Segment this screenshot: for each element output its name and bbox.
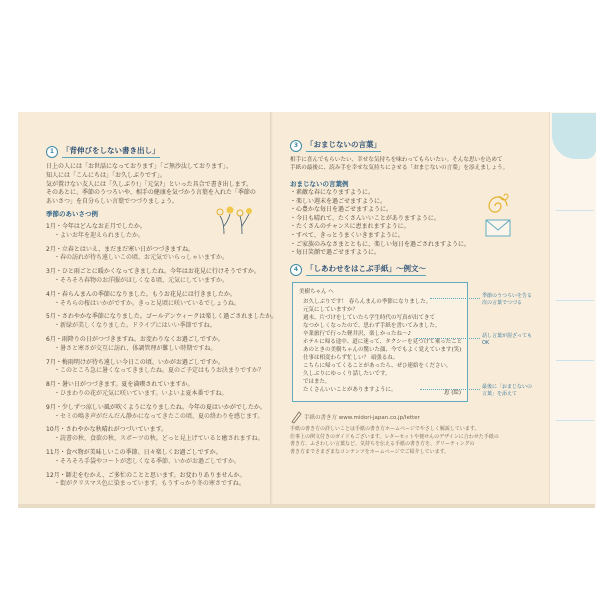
month-sub: ・セミの鳴き声がだんだん静かになってきたこの頃、夏の終わりを感じます。 — [54, 412, 264, 420]
annotation-charm — [482, 384, 532, 398]
letter-line: こちらに帰ってくることがあったら、ぜひ連絡をください。 — [303, 363, 452, 369]
seasonal-greetings-title: 季節のあいさつ例 — [46, 210, 98, 218]
intro-line: 手紙の最後に、読み手を幸せな気持ちにさせる「おまじないの言葉」を添えましょう。 — [290, 165, 509, 171]
month-main: 8月・暑い日がつづきます。夏を満喫されていますか。 — [46, 381, 194, 389]
month-sub: ・暑さと寒さが交互に訪れ、体調管理が難しい時期ですね。 — [54, 344, 217, 352]
back-sheet-rule — [556, 360, 594, 361]
intro-line: 知人には「こんにちは」「お久しぶりです」。 — [46, 171, 167, 179]
letter-line: 仕事は相変わらず忙しい？ 頑張るね。 — [303, 355, 399, 361]
annotation-leader — [430, 298, 480, 299]
back-sheet — [549, 112, 596, 506]
back-sheet-rule — [556, 300, 594, 301]
letter-line: ホテルに帰る途中、道に迷って、タクシーを見つけて乗ったこと — [303, 339, 463, 345]
letter-signature: 恵 (絵) — [443, 390, 461, 396]
intro-line: 日上の人には「お世話になっております」「ご無沙汰しております」、 — [46, 163, 233, 170]
letter-line: 卒業旅行で行った軽井沢、楽しかったね〜♪ — [303, 331, 412, 337]
charm-item: ・楽しい週末を過ごせますように。 — [290, 197, 387, 205]
annotation-leader — [416, 338, 480, 339]
charm-item: ・ご家族のみなさまとともに、楽しい毎日を過ごされますように。 — [290, 240, 471, 248]
month-sub: ・春の訪れが待ち遠しいこの頃、お元気でいらっしゃいますか。 — [54, 254, 229, 262]
month-main: 7月・梅雨明けが待ち遠しい今日この頃、いかがお過ごしですか。 — [46, 358, 224, 366]
month-sub: ・そろそろ春物のお洋服がほしくなる頃、元気にしていますか。 — [54, 276, 229, 284]
month-sub: ・よいお年を迎えられましたか。 — [54, 231, 145, 239]
sample-letter-box — [292, 282, 468, 402]
section-title: 「背伸びをしない書き出し」 — [62, 145, 160, 158]
section-number-badge: 4 — [290, 264, 302, 276]
footer-line: 手紙の書き方の詳しいことは手紙の書き方ホームページでやさしく解説しています。 — [290, 426, 480, 432]
month-entry — [46, 472, 277, 490]
letter-line: ではまた。 — [303, 379, 331, 385]
section-4-heading — [290, 263, 426, 276]
month-entry — [46, 223, 277, 241]
annotation-leader — [420, 389, 480, 390]
annotation-casual — [482, 333, 532, 347]
month-sub: ・ひまわりの花が元気に咲いています。いよいよ夏本番ですね。 — [54, 389, 228, 397]
letter-line: 週末、片づけをしていたら学生時代の写真が出てきて — [303, 315, 436, 321]
charm-item: ・毎日笑顔で過ごせますように。 — [290, 249, 381, 257]
letter-line: 元気にしていますか？ — [303, 307, 359, 313]
footer-line: 仕事上の例文付きのガイドもございます。レターセットや便せんのデザインに合わせた手紙の — [290, 433, 499, 440]
intro-line: そのあとに、季節のうつろいや、相手の健康を気づかう言葉を入れた「季節の — [46, 189, 256, 197]
charm-words-title: おまじないの言葉例 — [290, 180, 349, 188]
month-main: 12月・師走をむかえ、ご多忙のことと思います。お変わりありませんか。 — [46, 471, 246, 479]
left-intro — [46, 163, 256, 207]
month-main: 10月・さわやかな秋晴れがつづいています。 — [46, 426, 168, 434]
blue-watercolor-wash — [552, 113, 596, 159]
charm-item: ・すべて、きっとうまくいきますように。 — [290, 231, 404, 239]
section-title: 「しあわせをはこぶ手紙」〜例文〜 — [306, 263, 426, 276]
month-sub: ・新緑が美しくなりました。ドライブにはいい季節ですね。 — [54, 322, 216, 330]
footer-line: 書き方、ふさわしい言葉など、気持ちを伝える手紙の書き方を、グリーティングの — [290, 441, 475, 448]
month-sub: ・そろそろ手袋やコートが恋しくなる季節、いかがお過ごしですか。 — [54, 457, 241, 465]
month-main: 3月・ひと雨ごとに暖かくなってきましたね。今年はお花見に行けそうですか。 — [46, 268, 260, 276]
month-entry — [46, 313, 277, 331]
letter-line: なつかしくなったので、思わず手紙を書いてみました。 — [303, 323, 441, 329]
booklet-shadow — [18, 504, 595, 508]
month-sub: ・街がクリスマス色に染まっています。もうすっかり冬の寒さですね。 — [54, 480, 245, 488]
section-3-heading — [290, 139, 381, 152]
month-entry — [46, 404, 277, 422]
month-sub: ・このところ急に暑くなってきましたね。夏のご予定はもうお決まりですか？ — [54, 367, 265, 375]
month-sub: ・読書の秋、食欲の秋、スポーツの秋。どっと見上げていると癒されますね。 — [54, 435, 264, 443]
month-entry — [46, 268, 277, 286]
annotation-line: OK — [482, 340, 490, 346]
annotation-line: 話し言葉が混ざっても — [482, 333, 533, 339]
right-intro — [290, 156, 508, 172]
month-entry — [46, 246, 277, 264]
charm-words-list — [290, 189, 470, 258]
month-entry — [46, 336, 277, 354]
back-sheet-rule — [556, 210, 594, 211]
month-main: 9月・少しずつ涼しい風が吹くようになりましたね。今年の夏はいかがでしたか。 — [46, 403, 266, 411]
annotation-line: 季節のうつろいを告る — [482, 293, 533, 299]
intro-line: 気が置けない友人には「久しぶり!」「元気?」といった具合で書き出します。 — [46, 180, 253, 188]
annotation-line: 言葉」を添えて — [482, 391, 518, 397]
annotation-line: 最後に「おまじないの — [482, 384, 533, 390]
charm-item: ・素敵な春になりますように。 — [290, 189, 375, 196]
footer-line: 書き方までさまざまなコンテンツをホームページでご紹介しています。 — [290, 448, 450, 455]
month-main: 5月・さわやかな季節になりました。ゴールデンウィークは楽しく過ごされましたか。 — [46, 313, 278, 321]
intro-line: あいさつ」を自分らしい言葉でつづりましょう。 — [46, 198, 179, 206]
monthly-greetings — [46, 223, 277, 489]
month-entry — [46, 291, 277, 309]
month-entry — [46, 426, 277, 444]
month-entry — [46, 359, 277, 377]
section-title: 「おまじないの言葉」 — [306, 139, 381, 152]
letter-line: たくさんいいことがありますように。 — [303, 387, 397, 393]
charm-item: ・心豊かな毎日を過ごせますように。 — [290, 206, 393, 214]
month-main: 2月・立春とはいえ、まだまだ寒い日がつづきますね。 — [46, 245, 195, 253]
pen-icon — [290, 410, 302, 424]
annotation-line: 次の言葉でつづる — [482, 300, 523, 306]
section-1-heading — [46, 145, 160, 158]
charm-item: ・たくさんのチャンスに恵まれますように。 — [290, 223, 410, 231]
letter-body — [299, 288, 462, 394]
letter-salutation: 美樹ちゃん へ — [299, 289, 334, 295]
annotation-seasonal — [482, 293, 532, 307]
footer-url[interactable]: 手紙の書き方 www.midori-japan.co.jp/letter — [304, 415, 420, 421]
month-main: 4月・春らんまんの季節になりました。もうお花見には行きましたか。 — [46, 290, 236, 298]
month-sub: ・そちらの桜はいかがですか。きっと見頃に咲いているでしょうね。 — [54, 299, 240, 307]
letter-line: お久しぶりです！ 春らんまんの季節になりました。 — [303, 299, 432, 305]
letter-line: 久しぶりにゆっくり話したいです。 — [303, 371, 391, 377]
swirl-envelope-icon — [478, 188, 518, 240]
footer-description — [290, 426, 499, 456]
section-number-badge: 1 — [46, 146, 58, 158]
month-main: 1月・今年はどんなお正月でしたか。 — [46, 223, 146, 230]
letter-line: あのときの美樹ちゃんの驚いた顔、今でもよく覚えています(笑) — [303, 347, 462, 353]
month-entry — [46, 381, 277, 399]
month-entry — [46, 449, 277, 467]
section-number-badge: 3 — [290, 140, 302, 152]
charm-item: ・今日も晴れて、たくさんいいことがありますように。 — [290, 214, 440, 222]
month-main: 11月・食べ物が美味しいこの季節、日々楽しくお過ごしですか。 — [46, 448, 222, 456]
back-sheet-rule — [556, 420, 594, 421]
intro-line: 相手に喜んでもらいたい、幸せな気持ちを味わってもらいたい。そんな思いを込めて — [290, 157, 503, 163]
month-main: 6月・雨降りの日がつづきますね。お変わりなくお過ごしですか。 — [46, 335, 224, 343]
